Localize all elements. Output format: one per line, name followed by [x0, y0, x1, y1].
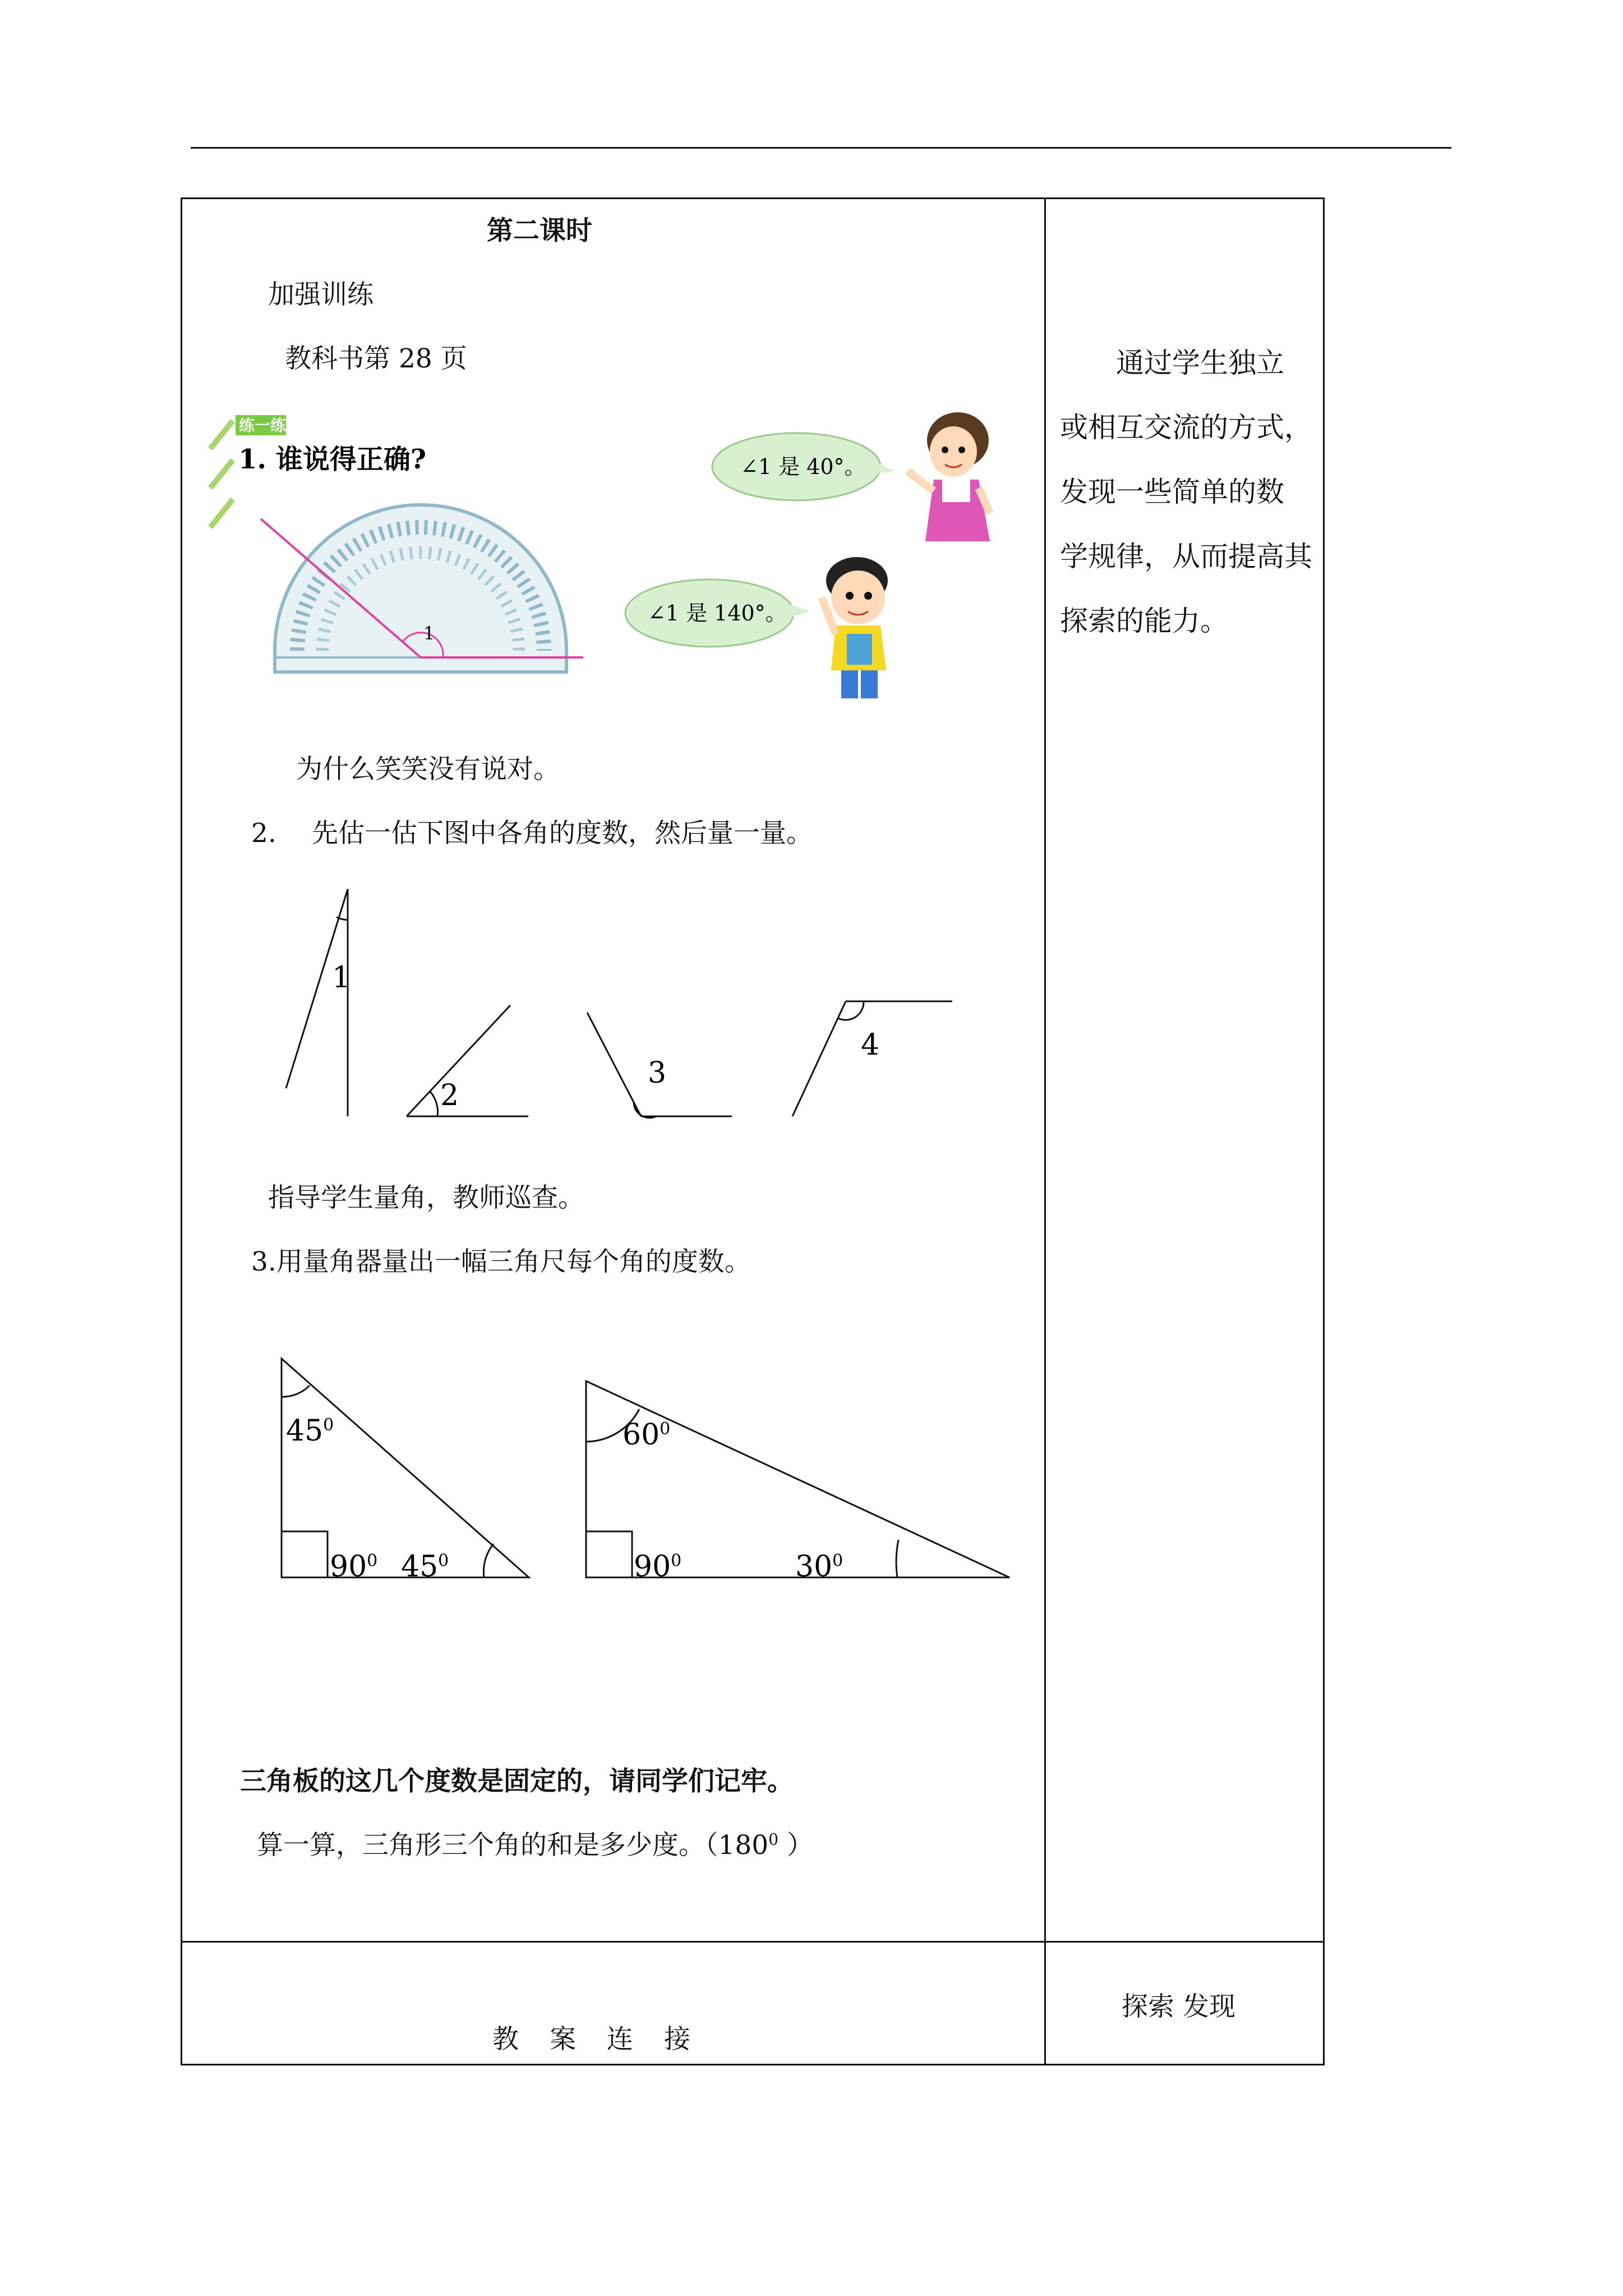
column-divider — [1044, 197, 1046, 2065]
tri2-bottom-angle: $30^0$ — [795, 1550, 843, 1584]
protractor-angle-label: 1 — [423, 623, 435, 644]
angle-label-2: 2 — [440, 1079, 459, 1112]
textbook-reference: 教科书第 28 页 — [285, 343, 467, 374]
tri1-right-angle: $90^0$ — [330, 1550, 378, 1584]
girl-speech-bubble — [712, 433, 895, 500]
side-line-3: 发现一些简单的数 — [1060, 476, 1284, 508]
girl-says: ∠1 是 40°。 — [740, 454, 866, 479]
triangle-45-45-90 — [282, 1359, 529, 1577]
boy-character-icon — [822, 557, 888, 698]
tri2-top-angle: $60^0$ — [623, 1418, 671, 1452]
angle-label-4: 4 — [861, 1028, 880, 1062]
q1-followup: 为什么笑笑没有说对。 — [296, 754, 560, 785]
triangle-30-60-90 — [586, 1381, 1009, 1577]
row-divider — [181, 1941, 1325, 1943]
exercise-tag: 练一练 — [239, 416, 287, 435]
side-line-5: 探索的能力。 — [1060, 605, 1228, 637]
q3-text: 3.用量角器量出一幅三角尺每个角的度数。 — [251, 1246, 751, 1277]
exercise-1-figure — [208, 409, 1004, 707]
angle-2 — [407, 1005, 528, 1116]
side-line-2: 或相互交流的方式， — [1060, 411, 1312, 444]
triangles-figure — [269, 1346, 1043, 1593]
guide-text: 指导学生量角，教师巡查。 — [268, 1182, 584, 1213]
calc-question: 算一算，三角形三个角的和是多少度。（$180^0$ ） — [257, 1830, 813, 1861]
lesson-title: 第二课时 — [487, 215, 592, 246]
angle-label-3: 3 — [648, 1056, 667, 1090]
protractor-icon — [275, 505, 566, 672]
tri2-right-angle: $90^0$ — [634, 1550, 682, 1584]
boy-speech-bubble — [625, 579, 810, 647]
q2-text: 先估一估下图中各角的度数，然后量一量。 — [312, 818, 813, 849]
q1-title: 1. 谁说得正确? — [238, 444, 426, 475]
girl-character-icon — [907, 412, 990, 541]
stripe-decoration — [210, 421, 233, 527]
footer-right-label: 探索 发现 — [1122, 1991, 1235, 2022]
q2-number: 2. — [251, 818, 276, 849]
side-line-1: 通过学生独立 — [1116, 347, 1284, 379]
angle-1 — [286, 889, 348, 1116]
top-rule — [191, 147, 1451, 149]
angle-label-1: 1 — [332, 961, 351, 995]
tri1-top-angle: $45^0$ — [286, 1414, 334, 1448]
lesson-subtitle: 加强训练 — [268, 279, 374, 310]
footer-left-label: 教 案 连 接 — [492, 2024, 693, 2055]
angles-figure — [269, 875, 965, 1128]
boy-says: ∠1 是 140°。 — [648, 601, 787, 625]
note-bold: 三角板的这几个度数是固定的，请同学们记牢。 — [240, 1766, 794, 1797]
side-line-4: 学规律，从而提高其 — [1060, 540, 1312, 573]
tri1-bottom-angle: $45^0$ — [401, 1550, 449, 1584]
